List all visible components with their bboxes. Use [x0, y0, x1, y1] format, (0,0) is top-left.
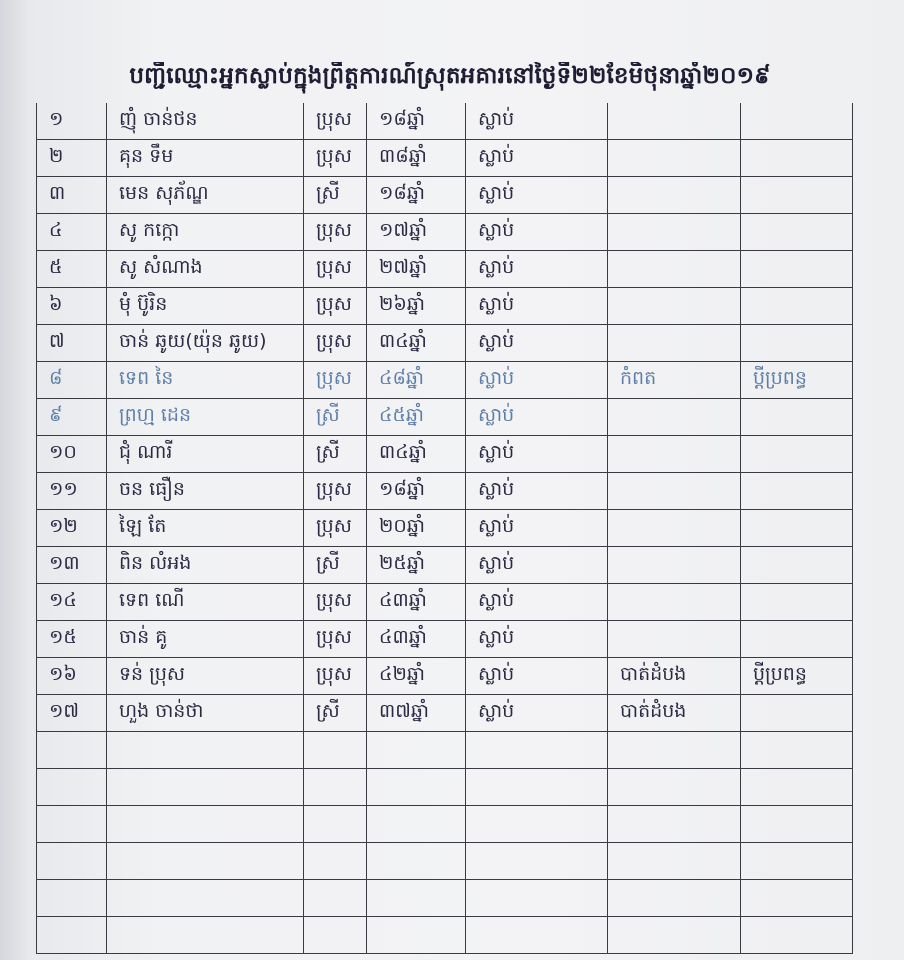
row-number-cell: ១០ — [37, 436, 107, 473]
empty-cell — [367, 917, 466, 954]
row-number-cell: ៧ — [37, 325, 107, 362]
empty-cell — [107, 843, 304, 880]
table-row — [37, 214, 853, 251]
empty-cell — [37, 732, 107, 769]
empty-cell — [466, 732, 608, 769]
empty-cell — [37, 769, 107, 806]
relation-cell — [741, 140, 853, 177]
row-number-cell: ៦ — [37, 288, 107, 325]
row-number-cell: ១៤ — [37, 584, 107, 621]
table-row — [37, 103, 853, 140]
empty-cell — [367, 732, 466, 769]
row-number-cell: ៥ — [37, 251, 107, 288]
name-cell: ព្រហ្ម ដេន — [107, 399, 304, 436]
sex-cell: ប្រុស — [304, 103, 367, 140]
sex-cell: ប្រុស — [304, 140, 367, 177]
origin-cell — [608, 584, 741, 621]
empty-cell — [608, 732, 741, 769]
table-row — [37, 251, 853, 288]
age-cell: ៤៣ឆ្នាំ — [367, 621, 466, 658]
row-number-cell: ១៥ — [37, 621, 107, 658]
sex-cell: ប្រុស — [304, 584, 367, 621]
name-cell: ជុំ ណារី — [107, 436, 304, 473]
age-cell: ១៧ឆ្នាំ — [367, 214, 466, 251]
sex-cell: ប្រុស — [304, 473, 367, 510]
status-cell: ស្លាប់ — [466, 436, 608, 473]
origin-cell — [608, 436, 741, 473]
empty-cell — [741, 880, 853, 917]
relation-cell — [741, 288, 853, 325]
empty-cell — [466, 880, 608, 917]
origin-cell — [608, 473, 741, 510]
empty-cell — [107, 732, 304, 769]
name-cell: ចាន់ ឆូយ(យ៉ុន ឆូយ) — [107, 325, 304, 362]
table-row — [37, 436, 853, 473]
relation-cell — [741, 510, 853, 547]
relation-cell — [741, 177, 853, 214]
name-cell: សូ សំណាង — [107, 251, 304, 288]
origin-cell — [608, 399, 741, 436]
row-number-cell: ១១ — [37, 473, 107, 510]
origin-cell — [608, 510, 741, 547]
name-cell: សូ កក្កោ — [107, 214, 304, 251]
row-number-cell: ៤ — [37, 214, 107, 251]
empty-cell — [367, 806, 466, 843]
victims-table — [36, 103, 853, 954]
name-cell: ញ៉ំ ចាន់ថន — [107, 103, 304, 140]
status-cell: ស្លាប់ — [466, 621, 608, 658]
empty-cell — [107, 880, 304, 917]
sex-cell: ប្រុស — [304, 288, 367, 325]
empty-cell — [304, 806, 367, 843]
empty-cell — [741, 806, 853, 843]
relation-cell — [741, 695, 853, 732]
table-row — [37, 325, 853, 362]
status-cell: ស្លាប់ — [466, 510, 608, 547]
name-cell: ទន់ ប្រុស — [107, 658, 304, 695]
row-number-cell: ១៣ — [37, 547, 107, 584]
status-cell: ស្លាប់ — [466, 658, 608, 695]
empty-cell — [466, 806, 608, 843]
empty-cell — [608, 880, 741, 917]
empty-cell — [107, 769, 304, 806]
sex-cell: ប្រុស — [304, 214, 367, 251]
relation-cell — [741, 103, 853, 140]
age-cell: ៤៨ឆ្នាំ — [367, 362, 466, 399]
name-cell: ទេព ណើ — [107, 584, 304, 621]
empty-table-row — [37, 843, 853, 880]
origin-cell: បាត់ដំបង — [608, 658, 741, 695]
empty-cell — [107, 917, 304, 954]
name-cell: ពិន លំអង — [107, 547, 304, 584]
empty-table-row — [37, 917, 853, 954]
status-cell: ស្លាប់ — [466, 473, 608, 510]
status-cell: ស្លាប់ — [466, 362, 608, 399]
origin-cell — [608, 214, 741, 251]
sex-cell: ប្រុស — [304, 658, 367, 695]
age-cell: ៤៥ឆ្នាំ — [367, 399, 466, 436]
name-cell: ហួង ចាន់ថា — [107, 695, 304, 732]
table-row — [37, 399, 853, 436]
status-cell: ស្លាប់ — [466, 177, 608, 214]
sex-cell: ស្រី — [304, 177, 367, 214]
status-cell: ស្លាប់ — [466, 584, 608, 621]
age-cell: ២៦ឆ្នាំ — [367, 288, 466, 325]
sex-cell: ប្រុស — [304, 251, 367, 288]
table-row — [37, 695, 853, 732]
status-cell: ស្លាប់ — [466, 325, 608, 362]
sex-cell: ស្រី — [304, 399, 367, 436]
empty-table-row — [37, 806, 853, 843]
row-number-cell: ២ — [37, 140, 107, 177]
table-row — [37, 362, 853, 399]
table-row — [37, 288, 853, 325]
empty-cell — [466, 769, 608, 806]
age-cell: ៤៣ឆ្នាំ — [367, 584, 466, 621]
table-row — [37, 584, 853, 621]
relation-cell — [741, 325, 853, 362]
name-cell: គុន ទឹម — [107, 140, 304, 177]
origin-cell: កំពត — [608, 362, 741, 399]
empty-cell — [608, 806, 741, 843]
name-cell: ឡៃ តែ — [107, 510, 304, 547]
origin-cell — [608, 177, 741, 214]
row-number-cell: ១៦ — [37, 658, 107, 695]
sex-cell: ប្រុស — [304, 621, 367, 658]
origin-cell: បាត់ដំបង — [608, 695, 741, 732]
relation-cell — [741, 399, 853, 436]
empty-cell — [37, 843, 107, 880]
row-number-cell: ១៧ — [37, 695, 107, 732]
empty-cell — [37, 806, 107, 843]
empty-cell — [304, 843, 367, 880]
table-row — [37, 140, 853, 177]
status-cell: ស្លាប់ — [466, 288, 608, 325]
age-cell: ៣៧ឆ្នាំ — [367, 695, 466, 732]
empty-cell — [367, 880, 466, 917]
empty-cell — [304, 732, 367, 769]
status-cell: ស្លាប់ — [466, 103, 608, 140]
page-edge-shadow — [0, 0, 30, 960]
row-number-cell: ៩ — [37, 399, 107, 436]
empty-cell — [608, 917, 741, 954]
empty-cell — [37, 917, 107, 954]
status-cell: ស្លាប់ — [466, 399, 608, 436]
relation-cell — [741, 214, 853, 251]
empty-cell — [367, 769, 466, 806]
empty-cell — [608, 843, 741, 880]
sex-cell: ស្រី — [304, 547, 367, 584]
sex-cell: ស្រី — [304, 436, 367, 473]
name-cell: មេន សុភ័ណ្ឌ — [107, 177, 304, 214]
empty-cell — [304, 769, 367, 806]
status-cell: ស្លាប់ — [466, 140, 608, 177]
sex-cell: ប្រុស — [304, 325, 367, 362]
row-number-cell: ៣ — [37, 177, 107, 214]
name-cell: ចន ធឿន — [107, 473, 304, 510]
origin-cell — [608, 288, 741, 325]
sex-cell: ប្រុស — [304, 362, 367, 399]
status-cell: ស្លាប់ — [466, 695, 608, 732]
age-cell: ៣៤ឆ្នាំ — [367, 325, 466, 362]
empty-cell — [741, 732, 853, 769]
status-cell: ស្លាប់ — [466, 214, 608, 251]
age-cell: ២៧ឆ្នាំ — [367, 251, 466, 288]
status-cell: ស្លាប់ — [466, 251, 608, 288]
empty-cell — [304, 917, 367, 954]
relation-cell — [741, 547, 853, 584]
relation-cell: ប្ដីប្រពន្ធ — [741, 658, 853, 695]
empty-table-row — [37, 769, 853, 806]
age-cell: ១៨ឆ្នាំ — [367, 103, 466, 140]
empty-cell — [304, 880, 367, 917]
relation-cell — [741, 584, 853, 621]
empty-cell — [741, 917, 853, 954]
age-cell: ៣៨ឆ្នាំ — [367, 140, 466, 177]
age-cell: ២៥ឆ្នាំ — [367, 547, 466, 584]
empty-cell — [466, 917, 608, 954]
table-row — [37, 621, 853, 658]
empty-cell — [608, 769, 741, 806]
origin-cell — [608, 103, 741, 140]
table-body — [37, 103, 853, 954]
origin-cell — [608, 140, 741, 177]
origin-cell — [608, 621, 741, 658]
empty-cell — [367, 843, 466, 880]
empty-cell — [107, 806, 304, 843]
age-cell: ២០ឆ្នាំ — [367, 510, 466, 547]
relation-cell — [741, 436, 853, 473]
table-row — [37, 510, 853, 547]
empty-cell — [741, 843, 853, 880]
name-cell: ចាន់ គូ — [107, 621, 304, 658]
empty-cell — [37, 880, 107, 917]
name-cell: មុំ ប៊ូរិន — [107, 288, 304, 325]
age-cell: ៣៤ឆ្នាំ — [367, 436, 466, 473]
relation-cell — [741, 621, 853, 658]
sex-cell: ស្រី — [304, 695, 367, 732]
age-cell: ៤២ឆ្នាំ — [367, 658, 466, 695]
status-cell: ស្លាប់ — [466, 547, 608, 584]
row-number-cell: ៨ — [37, 362, 107, 399]
table-row — [37, 177, 853, 214]
empty-table-row — [37, 880, 853, 917]
empty-cell — [741, 769, 853, 806]
row-number-cell: ១ — [37, 103, 107, 140]
age-cell: ១៨ឆ្នាំ — [367, 177, 466, 214]
origin-cell — [608, 325, 741, 362]
row-number-cell: ១២ — [37, 510, 107, 547]
table-row — [37, 547, 853, 584]
table-row — [37, 473, 853, 510]
relation-cell — [741, 473, 853, 510]
sex-cell: ប្រុស — [304, 510, 367, 547]
origin-cell — [608, 251, 741, 288]
age-cell: ១៨ឆ្នាំ — [367, 473, 466, 510]
relation-cell: ប្ដីប្រពន្ធ — [741, 362, 853, 399]
document-title: បញ្ជីឈ្មោះអ្នកស្លាប់ក្នុងព្រឹត្តការណ៍ស្រុតអគារនៅថ្ងៃទី២២ខែមិថុនាឆ្នាំ២០១៩ — [129, 63, 771, 89]
name-cell: ទេព នៃ — [107, 362, 304, 399]
origin-cell — [608, 547, 741, 584]
relation-cell — [741, 251, 853, 288]
empty-cell — [466, 843, 608, 880]
table-row — [37, 658, 853, 695]
empty-table-row — [37, 732, 853, 769]
